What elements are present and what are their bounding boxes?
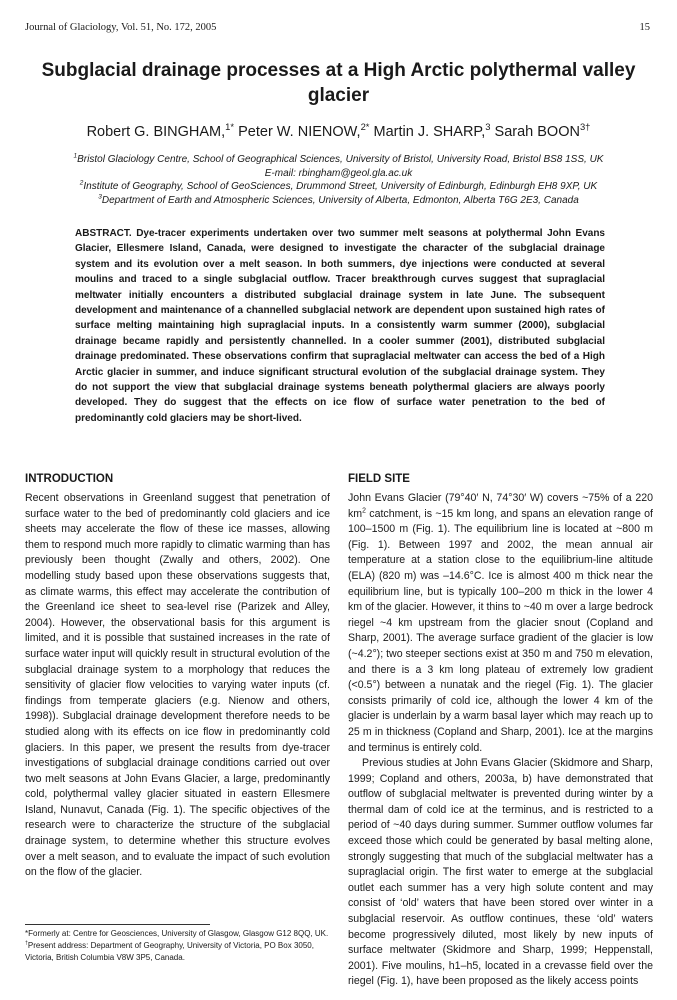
affiliation-1 — [10, 153, 667, 167]
affiliation-3 — [10, 194, 667, 208]
field-site-paragraph-2: Previous studies at John Evans Glacier (Skidmore and Sharp, 1999; Copland and others, 2003a, b) have demonstrated that outflow of subglacial meltwater is prevented during winter by a thermal dam of cold ice at the terminus, and is restricted to a period of ~40 days during summer. Summer outflow volumes far exceed those which could be generated by basal melting alone, strongly suggesting that much of the subglacial meltwater has a supraglacial origin. The first water to emerge at the subglacial outlet each summer has a very high solute content and may consist of ‘old’ waters that have been stored over winter in a subglacial reservoir. As outflow continues, these ‘old’ waters become progressively diluted, most likely by new inputs of surface meltwater (Skidmore and Sharp, 1999; Heppenstall, 2001). Five moulins, h1–h5, located in a crevasse field over the riegel (Fig. 1), have been proposed as the likely access points — [348, 757, 653, 988]
abstract: ABSTRACT. Dye-tracer experiments undertaken over two summer melt seasons at polythermal John Evans Glacier, Ellesmere Island, Canada, were designed to investigate the character of the subglacial drainage system and its evolution over a melt season. In both summers, dye injections were conducted at several moulins and traced to a single subglacial outflow. Tracer breakthrough curves suggest that supraglacial meltwater initially encounters a distributed subglacial drainage system in late June. The subsequent development and maintenance of a channelled subglacial network are dependent upon sustained high rates of surface melting maintaining high supraglacial inputs. In a consistently warm summer (2000), subglacial drainage became rapidly and persistently channelled. In a cooler summer (2001), distributed subglacial drainage predominated. These observations confirm that supraglacial meltwater can access the bed of a High Arctic glacier in summer, and induce significant structural evolution of the subglacial drainage system. They do not support the view that subglacial drainage systems beneath polythermal glaciers are always poorly developed. They do suggest that the effects on ice flow of surface water penetration to the bed of predominantly cold glaciers may be short-lived. — [75, 228, 605, 424]
superscript: 2 — [362, 507, 366, 515]
text-run: catchment, is ~15 km long, and spans an elevation range of 100–1500 m (Fig. 1). The equilibrium line is located at ~800 m (Fig. 1). Between 1997 and 2002, the mean annual air temperature at a station close to the equilibrium-line altitude (ELA) (820 m) was –14.6°C. Ice is almost 400 m thick near the equilibrium line, but is typically 100–200 m thick in the lower 4 km of the glacier. However, it thins to ~40 m over a large bedrock riegel ~4 km upstream from the glacier snout (Copland and Sharp, 2001). The average surface gradient of the glacier is low (~4.2°); two steeper sections exist at 350 m and 750 m elevation, and there is a 3 km long plateau of extremely low gradient (<0.5°) between a nunatak and the riegel (Fig. 1). The glacier consists primarily of cold ice, although the lower 4 km of the glacier is underlain by a warm basal layer which may reach up to 25 m in thickness (Copland and Sharp, 2001). Ice at the margins and terminus is entirely cold. — [348, 507, 653, 754]
footnotes — [25, 924, 330, 964]
author-mark: 3 — [485, 121, 491, 133]
running-header-journal: Journal of Glaciology, Vol. 51, No. 172, 2005 — [25, 22, 217, 33]
text-run: John Evans Glacier (79°40′ N, 74°30′ W) covers ~75% of a 220 km — [348, 492, 653, 520]
affiliation-mark: 3 — [98, 193, 102, 201]
author-mark: 1* — [225, 121, 235, 133]
footnote-mark: † — [25, 940, 28, 947]
section-heading-introduction: INTRODUCTION — [25, 473, 114, 485]
paper-title: Subglacial drainage processes at a High Arctic polythermal valley glacier — [41, 60, 636, 106]
introduction-paragraph: Recent observations in Greenland suggest that penetration of surface water to the bed of predominantly cold glaciers and ice sheets may accelerate the flow of these ice masses, allowing them to respond much more rapidly to climatic warming than has previously been thought (Zwally and others, 2002). One modelling study based upon these observations suggests that, as climate warms, this effect may accelerate the contribution of the Greenland ice sheet to sea-level rise (Parizek and Alley, 2004). However, the observational basis for this argument is limited, and it is possible that sustained increases in the rate of surface water input will quickly result in structural evolution of the subglacial drainage system to a morphology that reduces the sensitivity of glacier flow velocities to varying water inputs (cf. findings from temperate glaciers (e.g. Nienow and others, 1998)). Subglacial drainage development therefore needs to be studied along with its effects on ice flow in predominantly cold glaciers. In this paper, we present the results from dye-tracer investigations of subglacial drainage conditions carried out over two melt seasons at John Evans Glacier, a large, predominantly cold, polythermal valley glacier situated in eastern Ellesmere Island, Nunavut, Canada (Fig. 1). The specific objectives of the research were to characterize the structure of the subglacial drainage system, to determine whether this structure evolves over a melt season, and to evaluate the impact of such evolution on the flow of the glacier. — [25, 492, 330, 879]
affiliation-2 — [10, 180, 667, 194]
footnote-text: Present address: Department of Geography, University of Victoria, PO Box 3050, Victoria, British Columbia V8W 3P5, Canada. — [25, 941, 314, 962]
affiliation-text: Department of Earth and Atmospheric Sciences, University of Alberta, Edmonton, Alberta T6G 2E3, Canada — [101, 194, 579, 206]
author-name: Peter W. NIENOW, — [238, 124, 361, 140]
left-column — [25, 472, 330, 881]
footnote-1: *Formerly at: Centre for Geosciences, University of Glasgow, Glasgow G12 8QQ, UK. — [25, 929, 329, 938]
affiliation-mark: 2 — [79, 179, 84, 187]
author-mark: 3† — [579, 121, 591, 133]
contact-email: E-mail: rbingham@geol.gla.ac.uk — [264, 167, 413, 179]
field-site-paragraph-1 — [348, 491, 653, 756]
page-number: 15 — [639, 22, 650, 33]
footnote-2 — [25, 940, 330, 964]
author-name: Sarah BOON — [494, 124, 580, 140]
right-column — [348, 472, 653, 990]
affiliation-text: Bristol Glaciology Centre, School of Geographical Sciences, University of Bristol, University Road, Bristol BS8 1SS, UK — [77, 154, 604, 165]
author-list — [20, 121, 657, 140]
author-mark: 2* — [360, 121, 370, 133]
affiliation-mark: 1 — [73, 152, 78, 160]
footnote-divider — [25, 924, 210, 925]
affiliations — [10, 153, 667, 207]
section-heading-field-site: FIELD SITE — [348, 473, 410, 485]
affiliation-text: Institute of Geography, School of GeoSciences, Drummond Street, University of Edinburgh, Edinburgh EH8 9XP, UK — [83, 181, 598, 192]
author-name: Martin J. SHARP, — [373, 124, 486, 140]
author-name: Robert G. BINGHAM, — [86, 124, 226, 140]
